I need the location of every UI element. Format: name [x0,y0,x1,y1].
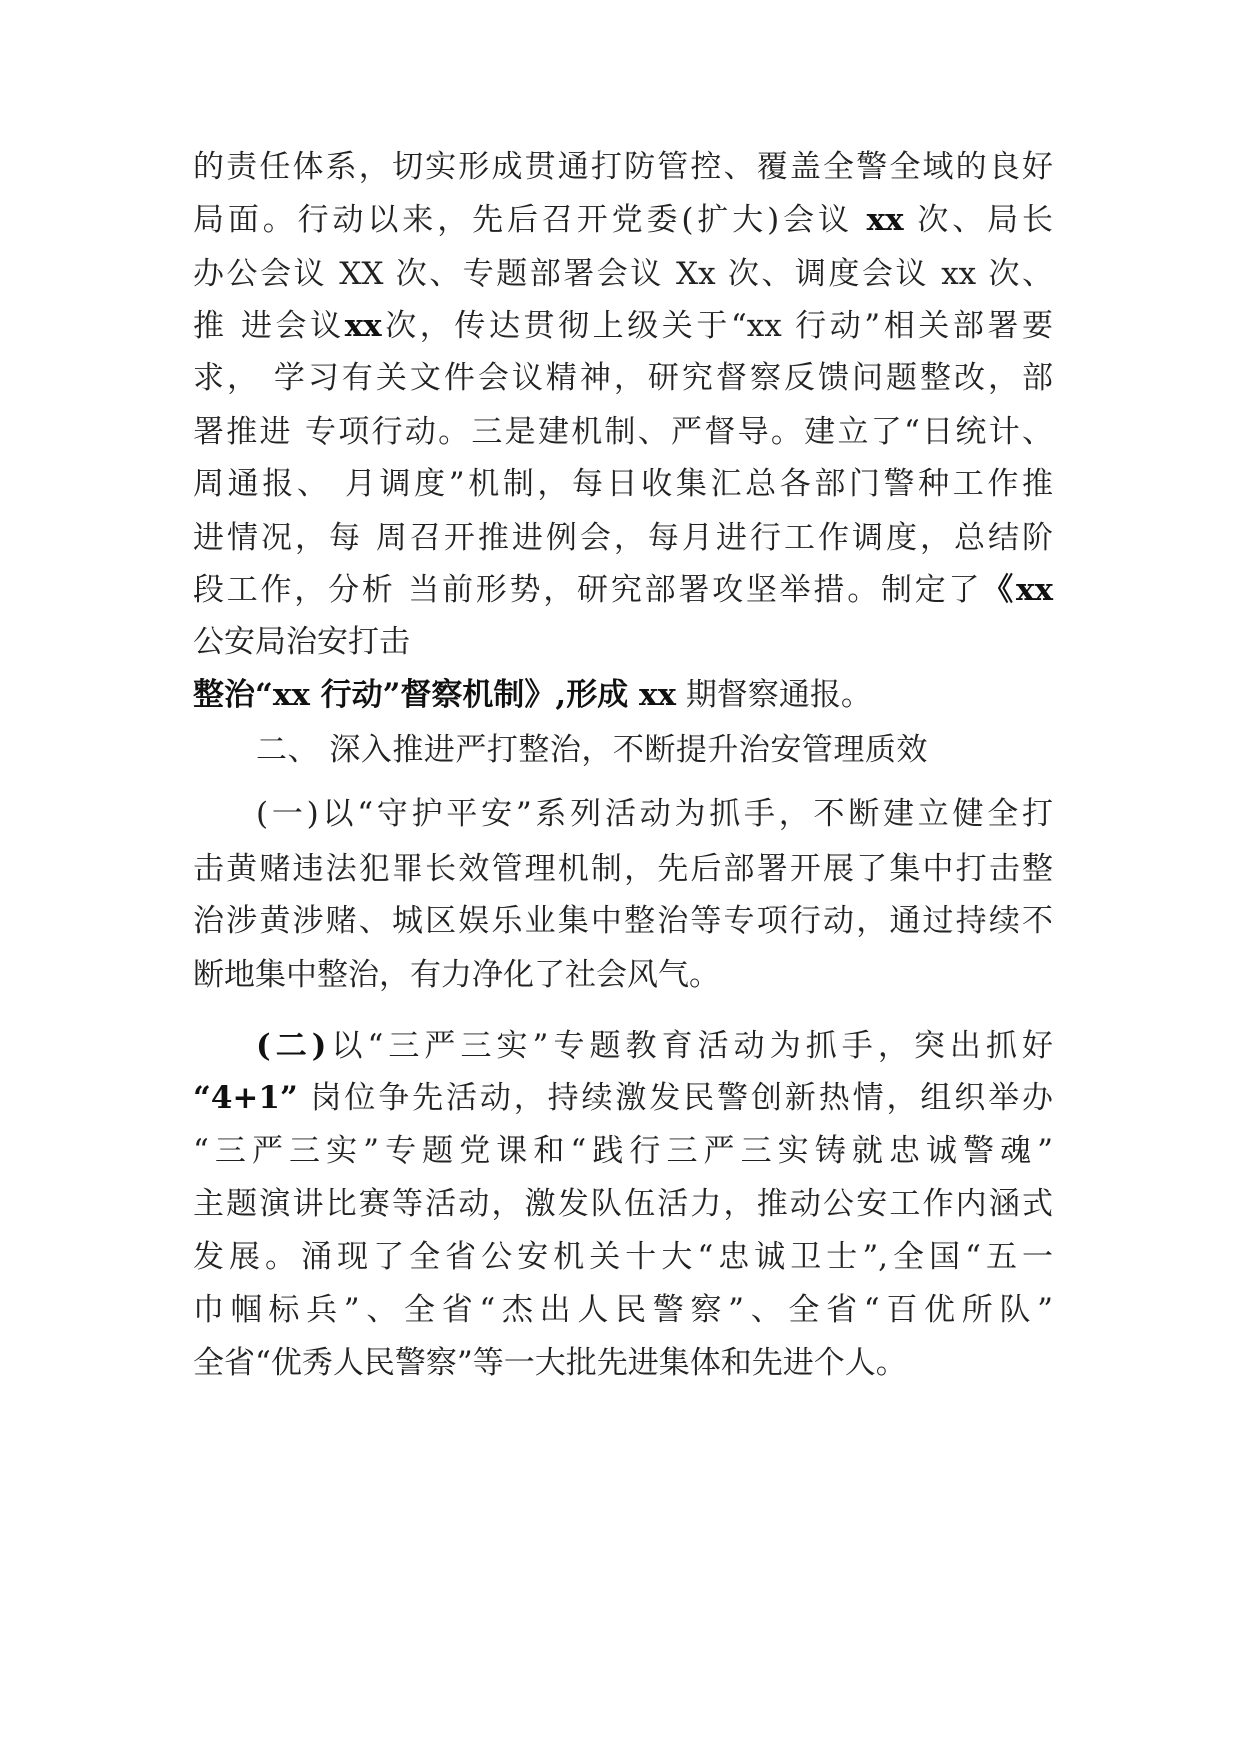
text-line-6 [193,412,1053,452]
text-segment: 办公会议 XX 次、专题部署会议 Xx 次、调度会议 xx 次、 [193,256,1053,292]
text-segment-bold: 《xx [982,572,1053,608]
text-line-1 [193,147,1053,187]
text-segment: 周通报、 月调度”机制，每日收集汇总各部门警种工作推 [193,466,1053,502]
text-segment: 次、局长 [903,202,1054,238]
text-line-15 [193,901,1053,941]
text-segment: 主题演讲比赛等活动，激发队伍活力，推动公安工作内涵式 [193,1186,1053,1222]
text-segment: 的责任体系，切实形成贯通打防管控、覆盖全警全域的良好 [193,149,1053,185]
text-segment-bold: xx [344,308,382,344]
text-line-20 [193,1184,1053,1224]
text-line-19 [193,1131,1053,1171]
text-segment: “三严三实”专题党课和“践行三严三实铸就忠诚警魂” [193,1133,1053,1169]
text-segment: 二、 深入推进严打整治，不断提升治安管理质效 [256,732,928,768]
text-segment: 以“三严三实”专题教育活动为抓手，突出抓好 [326,1028,1053,1064]
text-segment: 段工作，分析 当前形势，研究部署攻坚举措。制定了 [193,572,983,608]
text-segment-bold: xx [866,202,904,238]
text-segment: 公安局治安打击 [193,624,410,660]
text-segment: 治涉黄涉赌、城区娱乐业集中整治等专项行动，通过持续不 [193,903,1053,939]
text-line-21 [193,1237,1053,1277]
text-line-22 [193,1290,1053,1330]
text-segment-bold: 整治“xx 行动”督察机制》,形成 xx [193,677,676,713]
text-line-18 [193,1078,1053,1118]
text-line-3 [193,254,1053,294]
text-line-5 [193,358,1053,398]
text-line-4 [193,306,1053,346]
text-segment: 进情况，每 周召开推进例会，每月进行工作调度，总结阶 [193,520,1053,556]
text-segment: 全省“优秀人民警察”等一大批先进集体和先进个人。 [193,1345,907,1381]
text-segment: 署推进 专项行动。三是建机制、严督导。建立了“日统计、 [193,414,1053,450]
text-segment: 击黄赌违法犯罪长效管理机制，先后部署开展了集中打击整 [193,851,1053,887]
text-segment-bold: “4+1” [193,1080,298,1116]
text-line-17 [256,1026,1053,1066]
text-segment: 局面。行动以来，先后召开党委(扩大)会议 [193,202,867,238]
text-segment: 期督察通报。 [675,677,872,713]
text-line-11 [193,675,1053,715]
text-line-23 [193,1343,1053,1383]
text-line-2 [193,200,1053,240]
text-segment: 巾帼标兵”、全省“杰出人民警察”、全省“百优所队” [193,1292,1053,1328]
text-line-13 [256,794,1053,834]
text-segment: 岗位争先活动，持续激发民警创新热情，组织举办 [297,1080,1053,1116]
text-segment: 次，传达贯彻上级关于“xx 行动”相关部署要 [381,308,1053,344]
text-line-8 [193,518,1053,558]
text-segment: 求， 学习有关文件会议精神，研究督察反馈问题整改，部 [193,360,1053,396]
text-segment: 推 进会议 [193,308,345,344]
text-line-10 [193,622,1053,662]
text-segment: 断地集中整治，有力净化了社会风气。 [193,957,720,993]
text-line-14 [193,849,1053,889]
text-segment: (一)以“守护平安”系列活动为抓手，不断建立健全打 [256,796,1053,832]
text-line-7 [193,464,1053,504]
text-segment: 发展。涌现了全省公安机关十大“忠诚卫士”,全国“五一 [193,1239,1053,1275]
section-heading [256,730,1016,770]
text-line-9 [193,570,1053,610]
text-line-16 [193,955,1053,995]
text-segment-bold: (二) [256,1028,327,1064]
